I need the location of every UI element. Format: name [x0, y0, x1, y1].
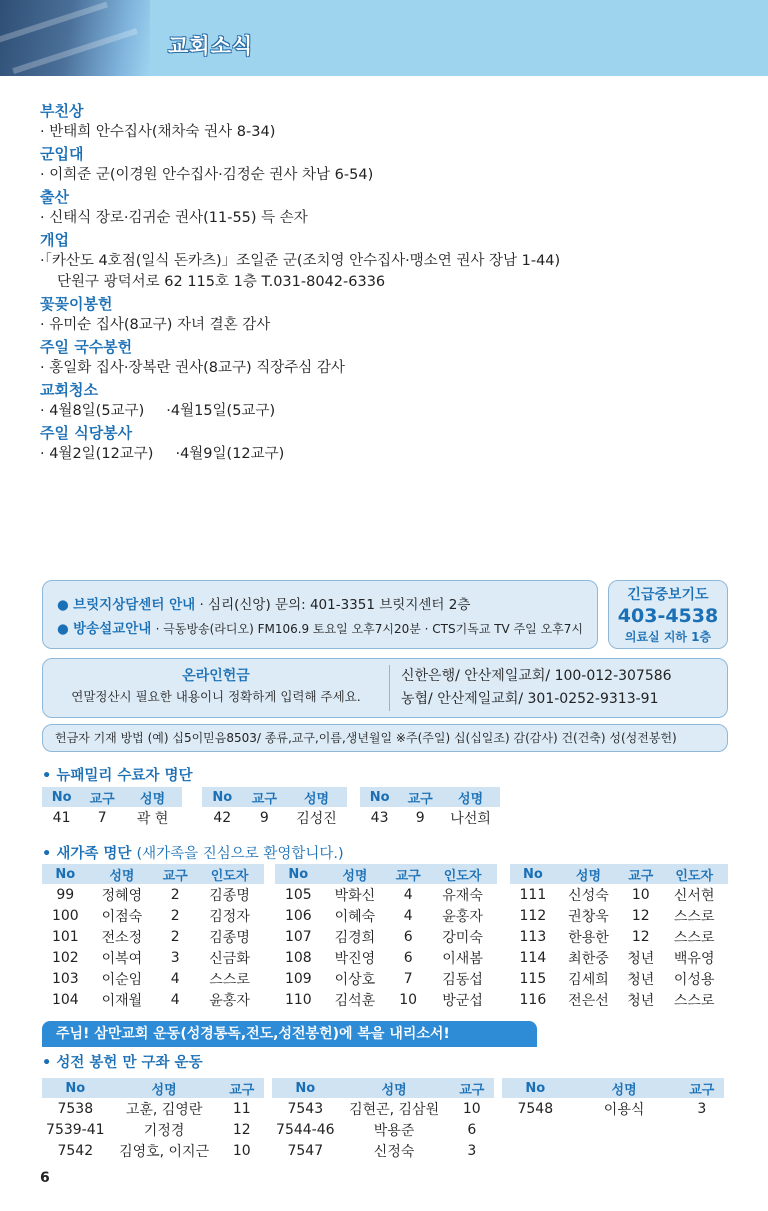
table-row — [272, 1119, 494, 1140]
table-cell: 3 — [697, 1100, 707, 1117]
table-cell: 108 — [284, 949, 312, 966]
news-heading: 부친상 — [40, 102, 84, 120]
news-heading: 주일 식당봉사 — [40, 424, 133, 442]
table-row — [510, 926, 728, 947]
column-header: 성명 — [286, 787, 347, 807]
offering-method-text: 헌금자 기재 방법 (예) 십5이믿음8503/ 종류,교구,이름,생년월일 ※주(주일) 십(십일조) 감(감사) 건(건축) 성(성전봉헌) — [55, 731, 677, 745]
table-header-row — [510, 864, 728, 884]
table-cell: 박용준 — [373, 1122, 415, 1139]
table-cell: 101 — [51, 928, 79, 945]
table-cell: 김석훈 — [334, 992, 376, 1009]
slogan-banner: 주님! 삼만교회 운동(성경통독,전도,성전봉헌)에 복을 내리소서! — [42, 1021, 537, 1047]
table-cell: 106 — [284, 907, 312, 924]
table-cell: 107 — [284, 928, 312, 945]
column-header: 교구 — [388, 864, 428, 884]
column-header: No — [42, 864, 89, 884]
news-line: ·「카산도 4호점(일식 돈카츠)」조일준 군(조치영 안수집사·맹소연 권사 장남 1-44) — [40, 253, 561, 269]
table-cell: 스스로 — [673, 929, 715, 946]
table-cell: 2 — [170, 928, 180, 945]
table-cell: 12 — [631, 928, 650, 945]
table-cell: 12 — [232, 1121, 251, 1138]
table-cell: 청년 — [627, 992, 655, 1009]
news-line: · 이희준 군(이경원 안수집사·김정순 권사 차남 6-54) — [40, 167, 374, 183]
table-cell: 10 — [399, 991, 418, 1008]
table-cell: 고훈, 김영란 — [125, 1101, 203, 1118]
column-header: 교구 — [399, 787, 441, 807]
table-header-row — [42, 787, 182, 807]
table-row — [272, 1140, 494, 1161]
column-header: 성명 — [89, 864, 156, 884]
column-header: No — [360, 787, 399, 807]
page-number: 6 — [40, 1170, 50, 1186]
table-cell: 113 — [519, 928, 547, 945]
table-header-row — [272, 1078, 494, 1098]
table-cell: 김세희 — [568, 971, 609, 988]
column-header: No — [275, 864, 322, 884]
section-title-newmembers — [42, 842, 344, 863]
table-cell: 스스로 — [673, 992, 715, 1009]
table-cell: 이상호 — [334, 971, 376, 988]
news-line: · 유미순 집사(8교구) 자녀 결혼 감사 — [40, 317, 271, 333]
table-row — [42, 1140, 264, 1161]
table-cell: 6 — [403, 949, 413, 966]
news-heading: 출산 — [40, 188, 69, 206]
table-cell: 강미숙 — [442, 929, 483, 946]
column-header: 교구 — [220, 1078, 264, 1098]
new_members-table — [510, 864, 728, 1010]
page-header — [0, 0, 768, 76]
newfamily_grads-table — [42, 787, 182, 828]
table-row — [42, 968, 264, 989]
table-row — [360, 807, 500, 828]
divider — [389, 665, 390, 711]
bank-account-nonghyup: 농협/ 안산제일교회/ 301-0252-9313-91 — [401, 691, 659, 707]
table-cell: 9 — [259, 809, 269, 826]
broadcast-text: · 극동방송(라디오) FM106.9 토요일 오후7시20분 · CTS기독교 TV 주일 오후7시 — [155, 622, 583, 636]
table-cell: 3 — [467, 1142, 477, 1159]
table-cell: 110 — [284, 991, 312, 1008]
column-header: No — [272, 1078, 339, 1098]
page-title: 교회소식 — [168, 34, 254, 58]
offering-method-box — [42, 724, 728, 752]
table-cell: 김경희 — [334, 929, 376, 946]
table-row — [42, 1098, 264, 1119]
table-cell: 김성진 — [296, 810, 337, 827]
column-header: 인도자 — [428, 864, 497, 884]
news-line: · 홍일화 집사·장복란 권사(8교구) 직장주심 감사 — [40, 360, 345, 376]
newfamily_grads-table — [360, 787, 500, 828]
news-heading: 군입대 — [40, 145, 84, 163]
table-cell: 김영호, 이지근 — [119, 1143, 210, 1160]
table-cell: 9 — [415, 809, 425, 826]
table-header-row — [42, 864, 264, 884]
news-line-part: ·4월9일(12교구) — [175, 446, 285, 462]
column-header: 인도자 — [660, 864, 728, 884]
table-cell: 김동섭 — [442, 971, 483, 988]
table-cell: 12 — [631, 907, 650, 924]
column-header: 성명 — [569, 1078, 680, 1098]
table-cell: 이재월 — [101, 992, 143, 1009]
column-header: No — [510, 864, 556, 884]
table-header-row — [360, 787, 500, 807]
table-cell: 7544-46 — [276, 1121, 335, 1138]
section-title-newfamily — [42, 764, 192, 785]
bridge-center-text: · 심리(신앙) 문의: 401-3351 브릿지센터 2층 — [199, 597, 471, 613]
news-line — [40, 401, 730, 422]
table-cell: 99 — [56, 886, 75, 903]
counsel-row-broadcast — [57, 617, 597, 641]
table-cell: 김정자 — [209, 908, 250, 925]
column-header: No — [42, 1078, 109, 1098]
table-cell: 박진영 — [334, 950, 376, 967]
table-cell: 정혜영 — [101, 887, 143, 904]
table-row — [202, 807, 347, 828]
news-heading: 교회청소 — [40, 381, 98, 399]
table-row — [510, 905, 728, 926]
column-header: 성명 — [556, 864, 621, 884]
table-cell: 43 — [370, 809, 389, 826]
table-row — [42, 926, 264, 947]
table-cell: 권창욱 — [568, 908, 609, 925]
news-line-part: ·4월15일(5교구) — [166, 403, 276, 419]
bullet-dot: ● — [57, 597, 69, 613]
table-cell: 111 — [519, 886, 547, 903]
table-cell: 2 — [170, 907, 180, 924]
table-cell: 115 — [519, 970, 547, 987]
table-cell: 신성숙 — [568, 887, 609, 904]
table-cell: 7 — [403, 970, 413, 987]
table-cell: 최한중 — [568, 950, 609, 967]
table-cell: 스스로 — [209, 971, 250, 988]
table-cell: 7538 — [57, 1100, 94, 1117]
table-row — [275, 926, 497, 947]
table-cell: 6 — [403, 928, 413, 945]
table-row — [42, 989, 264, 1010]
table-cell: 신정숙 — [373, 1143, 415, 1160]
table-cell: 신금화 — [209, 950, 250, 967]
table-row — [275, 905, 497, 926]
table-cell: 114 — [519, 949, 547, 966]
news-heading: 개업 — [40, 231, 69, 249]
table-cell: 100 — [51, 907, 79, 924]
prayer-phone: 403-4538 — [617, 605, 719, 627]
table-cell: 112 — [519, 907, 547, 924]
table-cell: 윤홍자 — [442, 908, 483, 925]
table-cell: 7539-41 — [46, 1121, 105, 1138]
table-cell: 유재숙 — [442, 887, 483, 904]
column-header: No — [502, 1078, 569, 1098]
sanctuary-table — [502, 1078, 724, 1119]
sanctuary-table — [42, 1078, 264, 1161]
urgent-prayer-box — [608, 580, 728, 649]
newfamily-title: • 뉴패밀리 수료자 명단 — [42, 768, 193, 784]
column-header: 교구 — [621, 864, 660, 884]
news-line: · 신태식 장로·김귀순 권사(11-55) 득 손자 — [40, 210, 308, 226]
table-row — [275, 884, 497, 905]
table-cell: 나선희 — [450, 810, 491, 827]
table-header-row — [202, 787, 347, 807]
news-line: · 반태희 안수집사(채차숙 권사 8-34) — [40, 124, 276, 140]
bullet-dot: ● — [57, 621, 69, 637]
table-cell: 4 — [403, 907, 413, 924]
news-line-part: · 4월2일(12교구) — [40, 446, 154, 462]
new_members-table — [275, 864, 497, 1010]
newmembers-subtitle: (새가족을 진심으로 환영합니다.) — [136, 846, 344, 862]
news-heading: 꽃꽂이봉헌 — [40, 295, 113, 313]
table-cell: 7 — [97, 809, 107, 826]
sanctuary-table — [272, 1078, 494, 1161]
column-header: 성명 — [339, 1078, 450, 1098]
table-cell: 이점숙 — [101, 908, 143, 925]
table-row — [510, 989, 728, 1010]
table-cell: 41 — [52, 809, 71, 826]
table-cell: 이성용 — [673, 971, 715, 988]
table-cell: 신서현 — [673, 887, 715, 904]
table-row — [42, 884, 264, 905]
table-row — [272, 1098, 494, 1119]
table-cell: 이혜숙 — [334, 908, 376, 925]
column-header: 교구 — [155, 864, 195, 884]
offering-accounts — [401, 665, 672, 711]
table-cell: 3 — [170, 949, 180, 966]
column-header: 성명 — [123, 787, 182, 807]
offering-left — [43, 659, 389, 717]
table-cell: 전은선 — [568, 992, 609, 1009]
table-cell: 이순임 — [101, 971, 143, 988]
table-cell: 방군섭 — [442, 992, 483, 1009]
column-header: No — [202, 787, 243, 807]
table-header-row — [42, 1078, 264, 1098]
table-row — [502, 1098, 724, 1119]
table-row — [275, 947, 497, 968]
new_members-table — [42, 864, 264, 1010]
table-cell: 김종명 — [209, 887, 250, 904]
table-cell: 104 — [51, 991, 79, 1008]
table-row — [42, 1119, 264, 1140]
prayer-location: 의료실 지하 1층 — [624, 630, 712, 644]
newmembers-title: • 새가족 명단 — [42, 846, 132, 862]
bank-account-shinhan: 신한은행/ 안산제일교회/ 100-012-307586 — [401, 668, 672, 684]
offering-desc: 연말정산시 필요한 내용이니 정확하게 입력해 주세요. — [71, 689, 361, 704]
broadcast-title: 방송설교안내 — [73, 621, 152, 637]
column-header: 성명 — [109, 1078, 220, 1098]
table-row — [275, 968, 497, 989]
news-heading: 주일 국수봉헌 — [40, 338, 133, 356]
table-cell: 윤홍자 — [209, 992, 250, 1009]
newfamily_grads-table — [202, 787, 347, 828]
offering-title: 온라인헌금 — [182, 668, 250, 684]
table-cell: 이복여 — [101, 950, 143, 967]
table-cell: 6 — [467, 1121, 477, 1138]
section-title-sanctuary — [42, 1051, 203, 1072]
table-cell: 7547 — [287, 1142, 324, 1159]
table-row — [275, 989, 497, 1010]
column-header: 교구 — [81, 787, 123, 807]
table-row — [510, 968, 728, 989]
table-cell: 105 — [284, 886, 312, 903]
table-cell: 7548 — [517, 1100, 554, 1117]
bridge-center-title: 브릿지상담센터 안내 — [73, 597, 196, 613]
table-row — [42, 905, 264, 926]
table-cell: 10 — [232, 1142, 251, 1159]
counsel-row-bridge — [57, 593, 597, 617]
table-cell: 김종명 — [209, 929, 250, 946]
column-header: 성명 — [441, 787, 500, 807]
table-cell: 109 — [284, 970, 312, 987]
table-cell: 2 — [170, 886, 180, 903]
table-row — [42, 947, 264, 968]
table-cell: 김현곤, 김삼원 — [349, 1101, 440, 1118]
table-cell: 4 — [170, 970, 180, 987]
column-header: 교구 — [243, 787, 287, 807]
table-cell: 102 — [51, 949, 79, 966]
news-line: 단원구 광덕서로 62 115호 1층 T.031-8042-6336 — [57, 274, 386, 290]
news-line — [40, 444, 730, 465]
table-cell: 116 — [519, 991, 547, 1008]
column-header: No — [42, 787, 81, 807]
table-cell: 103 — [51, 970, 79, 987]
counsel-info-box — [42, 580, 598, 649]
church-news — [40, 100, 730, 465]
table-cell: 11 — [232, 1100, 251, 1117]
table-cell: 스스로 — [673, 908, 715, 925]
table-cell: 청년 — [627, 950, 655, 967]
table-row — [42, 807, 182, 828]
header-photo — [0, 0, 150, 76]
table-header-row — [502, 1078, 724, 1098]
table-cell: 7543 — [287, 1100, 324, 1117]
table-cell: 한용한 — [568, 929, 609, 946]
table-row — [510, 947, 728, 968]
table-cell: 기정경 — [143, 1122, 185, 1139]
table-cell: 7542 — [57, 1142, 94, 1159]
table-cell: 이새봄 — [442, 950, 483, 967]
news-line-part: · 4월8일(5교구) — [40, 403, 145, 419]
table-cell: 4 — [170, 991, 180, 1008]
table-cell: 42 — [213, 809, 232, 826]
prayer-title: 긴급중보기도 — [627, 587, 709, 603]
table-cell: 4 — [403, 886, 413, 903]
table-row — [510, 884, 728, 905]
sanctuary-title: • 성전 봉헌 만 구좌 운동 — [42, 1055, 203, 1071]
column-header: 인도자 — [195, 864, 264, 884]
table-cell: 이용식 — [603, 1101, 645, 1118]
column-header: 교구 — [450, 1078, 494, 1098]
online-offering-box — [42, 658, 728, 718]
table-cell: 박화신 — [334, 887, 376, 904]
table-cell: 백유영 — [673, 950, 715, 967]
table-cell: 전소정 — [101, 929, 143, 946]
table-cell: 10 — [631, 886, 650, 903]
column-header: 교구 — [680, 1078, 724, 1098]
table-cell: 곽 현 — [136, 810, 169, 827]
column-header: 성명 — [322, 864, 389, 884]
table-cell: 10 — [462, 1100, 481, 1117]
table-cell: 청년 — [627, 971, 655, 988]
table-header-row — [275, 864, 497, 884]
